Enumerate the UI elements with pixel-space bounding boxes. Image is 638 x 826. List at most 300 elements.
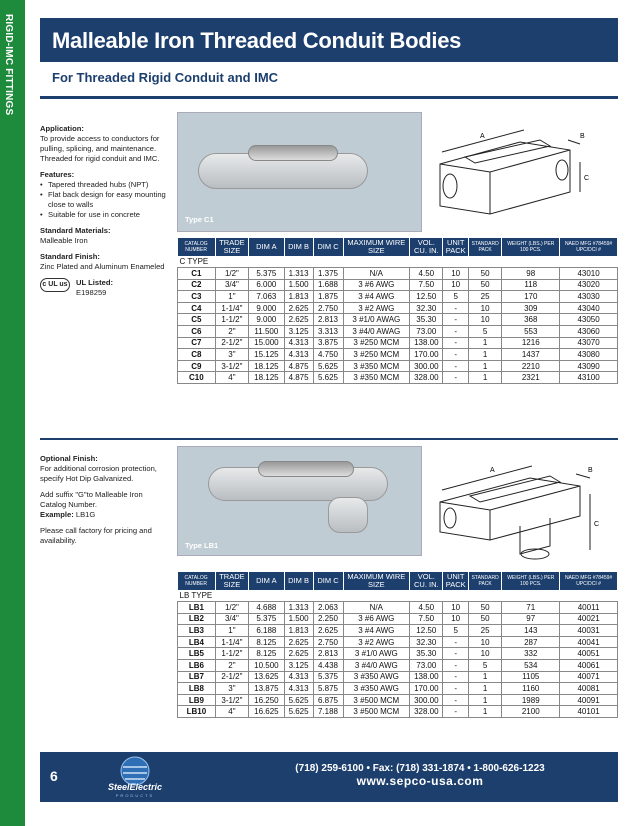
weight-cell: 368 bbox=[502, 314, 560, 326]
dim-a-cell: 5.375 bbox=[249, 268, 285, 280]
left-column-bottom bbox=[40, 454, 168, 552]
weight-cell: 143 bbox=[502, 625, 560, 637]
photo-type-c1 bbox=[177, 112, 422, 232]
table-header-row bbox=[178, 572, 618, 590]
catalog-number-cell: C10 bbox=[178, 372, 216, 384]
lb-table-body bbox=[178, 590, 618, 718]
unit-pack-cell: 5 bbox=[443, 291, 468, 303]
standard-pack-cell: 1 bbox=[468, 683, 501, 695]
volume-cell: 35.30 bbox=[410, 314, 443, 326]
trade-size-cell: 1" bbox=[215, 291, 248, 303]
table-row bbox=[178, 706, 618, 718]
max-wire-size-cell: 3 #1/0 AWAG bbox=[343, 314, 410, 326]
dim-b-label: B bbox=[580, 133, 585, 140]
feature-item: • Tapered threaded hubs (NPT) bbox=[40, 180, 168, 190]
max-wire-size-cell: 3 #350 MCM bbox=[343, 360, 410, 372]
weight-cell: 1989 bbox=[502, 694, 560, 706]
max-wire-size-cell: 3 #2 AWG bbox=[343, 636, 410, 648]
lb-type-table bbox=[177, 572, 618, 718]
left-column-top bbox=[40, 124, 168, 298]
max-wire-size-cell: 3 #1/0 AWG bbox=[343, 648, 410, 660]
standard-pack-cell: 1 bbox=[468, 694, 501, 706]
footer bbox=[40, 752, 618, 802]
weight-cell: 2321 bbox=[502, 372, 560, 384]
dim-b-cell: 2.625 bbox=[284, 302, 313, 314]
trade-size-cell: 3" bbox=[215, 349, 248, 361]
table-row bbox=[178, 268, 618, 280]
upc-number-cell: 43010 bbox=[560, 268, 618, 280]
standard-pack-cell: 25 bbox=[468, 291, 501, 303]
trade-size-cell: 4" bbox=[215, 706, 248, 718]
header-upc: NAED MFG #78459# UPC/DCI # bbox=[560, 238, 618, 256]
catalog-number-cell: C3 bbox=[178, 291, 216, 303]
header-dimc: DIM C bbox=[313, 572, 343, 590]
volume-cell: 328.00 bbox=[410, 706, 443, 718]
table-row bbox=[178, 372, 618, 384]
ul-logo-icon: c UL us bbox=[40, 278, 70, 292]
max-wire-size-cell: N/A bbox=[343, 268, 410, 280]
header-weight: WEIGHT (LBS.) PER 100 PCS. bbox=[502, 238, 560, 256]
weight-cell: 71 bbox=[502, 602, 560, 614]
finish-heading: Standard Finish: bbox=[40, 252, 100, 261]
volume-cell: 7.50 bbox=[410, 613, 443, 625]
dim-c-cell: 5.875 bbox=[313, 683, 343, 695]
max-wire-size-cell: 3 #350 MCM bbox=[343, 372, 410, 384]
finish-text: Zinc Plated and Aluminum Enameled bbox=[40, 262, 165, 271]
weight-cell: 98 bbox=[502, 268, 560, 280]
unit-pack-cell: - bbox=[443, 326, 468, 338]
trade-size-cell: 3-1/2" bbox=[215, 694, 248, 706]
dim-c-cell: 4.438 bbox=[313, 660, 343, 672]
dim-b-cell: 1.313 bbox=[284, 602, 313, 614]
header-dima: DIM A bbox=[249, 572, 285, 590]
volume-cell: 138.00 bbox=[410, 671, 443, 683]
table-row bbox=[178, 694, 618, 706]
c-type-table bbox=[177, 238, 618, 384]
dim-a-cell: 18.125 bbox=[249, 360, 285, 372]
dim-c-cell: 2.813 bbox=[313, 314, 343, 326]
features-heading: Features: bbox=[40, 170, 75, 179]
header-dimc: DIM C bbox=[313, 238, 343, 256]
header-weight: WEIGHT (LBS.) PER 100 PCS. bbox=[502, 572, 560, 590]
upc-number-cell: 43030 bbox=[560, 291, 618, 303]
weight-cell: 97 bbox=[502, 613, 560, 625]
upc-number-cell: 40031 bbox=[560, 625, 618, 637]
dim-b-cell: 1.313 bbox=[284, 268, 313, 280]
catalog-number-cell: LB2 bbox=[178, 613, 216, 625]
catalog-number-cell: LB3 bbox=[178, 625, 216, 637]
catalog-number-cell: LB9 bbox=[178, 694, 216, 706]
volume-cell: 138.00 bbox=[410, 337, 443, 349]
dim-c-cell: 5.625 bbox=[313, 360, 343, 372]
trade-size-cell: 1/2" bbox=[215, 268, 248, 280]
type-row bbox=[178, 256, 618, 268]
side-label: RIGID-IMC FITTINGS bbox=[3, 14, 14, 116]
dim-a-cell: 15.125 bbox=[249, 349, 285, 361]
application-text: To provide access to conductors for pulling, splicing, and maintenance. Threaded for rigid conduit and IMC. bbox=[40, 134, 160, 163]
type-label: C TYPE bbox=[178, 256, 618, 268]
catalog-number-cell: LB1 bbox=[178, 602, 216, 614]
upc-number-cell: 43090 bbox=[560, 360, 618, 372]
table-row bbox=[178, 337, 618, 349]
max-wire-size-cell: 3 #500 MCM bbox=[343, 694, 410, 706]
dim-a-cell: 13.875 bbox=[249, 683, 285, 695]
table-header-row bbox=[178, 238, 618, 256]
catalog-number-cell: LB8 bbox=[178, 683, 216, 695]
unit-pack-cell: - bbox=[443, 314, 468, 326]
standard-pack-cell: 1 bbox=[468, 360, 501, 372]
upc-number-cell: 40091 bbox=[560, 694, 618, 706]
unit-pack-cell: - bbox=[443, 671, 468, 683]
dim-c-cell: 3.875 bbox=[313, 337, 343, 349]
title-rule bbox=[40, 96, 618, 99]
max-wire-size-cell: 3 #6 AWG bbox=[343, 613, 410, 625]
dim-b-cell: 4.313 bbox=[284, 671, 313, 683]
logo-subtext: PRODUCTS bbox=[115, 793, 155, 798]
dim-a-cell: 13.625 bbox=[249, 671, 285, 683]
volume-cell: 4.50 bbox=[410, 602, 443, 614]
max-wire-size-cell: 3 #4 AWG bbox=[343, 291, 410, 303]
volume-cell: 300.00 bbox=[410, 360, 443, 372]
table-row bbox=[178, 314, 618, 326]
materials-heading: Standard Materials: bbox=[40, 226, 111, 235]
standard-pack-cell: 25 bbox=[468, 625, 501, 637]
dim-b-cell: 4.875 bbox=[284, 372, 313, 384]
upc-number-cell: 43020 bbox=[560, 279, 618, 291]
upc-number-cell: 43040 bbox=[560, 302, 618, 314]
max-wire-size-cell: 3 #4/0 AWAG bbox=[343, 326, 410, 338]
unit-pack-cell: - bbox=[443, 683, 468, 695]
dim-b-cell: 1.500 bbox=[284, 613, 313, 625]
standard-pack-cell: 5 bbox=[468, 326, 501, 338]
optional-text: For additional corrosion protection, specify Hot Dip Galvanized. bbox=[40, 464, 157, 483]
dim-b-cell: 1.500 bbox=[284, 279, 313, 291]
standard-pack-cell: 1 bbox=[468, 337, 501, 349]
catalog-number-cell: LB4 bbox=[178, 636, 216, 648]
catalog-number-cell: C9 bbox=[178, 360, 216, 372]
photo-caption: Type C1 bbox=[185, 215, 214, 224]
standard-pack-cell: 1 bbox=[468, 671, 501, 683]
unit-pack-cell: - bbox=[443, 648, 468, 660]
max-wire-size-cell: N/A bbox=[343, 602, 410, 614]
dim-a-cell: 8.125 bbox=[249, 636, 285, 648]
upc-number-cell: 40041 bbox=[560, 636, 618, 648]
dim-a-label: A bbox=[490, 467, 495, 474]
dim-c-cell: 4.750 bbox=[313, 349, 343, 361]
dim-b-cell: 2.625 bbox=[284, 648, 313, 660]
dim-c-cell: 7.188 bbox=[313, 706, 343, 718]
volume-cell: 170.00 bbox=[410, 683, 443, 695]
volume-cell: 4.50 bbox=[410, 268, 443, 280]
ul-number: E198259 bbox=[76, 288, 107, 297]
weight-cell: 332 bbox=[502, 648, 560, 660]
unit-pack-cell: 10 bbox=[443, 268, 468, 280]
catalog-number-cell: C2 bbox=[178, 279, 216, 291]
table-row bbox=[178, 671, 618, 683]
max-wire-size-cell: 3 #250 MCM bbox=[343, 349, 410, 361]
ul-heading: UL Listed: bbox=[76, 278, 113, 287]
max-wire-size-cell: 3 #4 AWG bbox=[343, 625, 410, 637]
dim-c-cell: 3.313 bbox=[313, 326, 343, 338]
max-wire-size-cell: 3 #500 MCM bbox=[343, 706, 410, 718]
trade-size-cell: 1-1/2" bbox=[215, 648, 248, 660]
ul-listing bbox=[40, 278, 168, 298]
trade-size-cell: 3/4" bbox=[215, 279, 248, 291]
table-row bbox=[178, 660, 618, 672]
standard-pack-cell: 50 bbox=[468, 602, 501, 614]
trade-size-cell: 2-1/2" bbox=[215, 671, 248, 683]
dim-b-cell: 5.625 bbox=[284, 706, 313, 718]
header-unit: UNIT PACK bbox=[443, 572, 468, 590]
photo-type-lb1 bbox=[177, 446, 422, 556]
dim-b-cell: 4.313 bbox=[284, 337, 313, 349]
example-value: LB1G bbox=[75, 510, 96, 519]
weight-cell: 309 bbox=[502, 302, 560, 314]
table-row bbox=[178, 302, 618, 314]
header-dima: DIM A bbox=[249, 238, 285, 256]
dim-b-cell: 4.313 bbox=[284, 349, 313, 361]
header-trade: TRADE SIZE bbox=[215, 572, 248, 590]
standard-pack-cell: 1 bbox=[468, 706, 501, 718]
dim-a-cell: 10.500 bbox=[249, 660, 285, 672]
dim-c-cell: 5.375 bbox=[313, 671, 343, 683]
unit-pack-cell: - bbox=[443, 636, 468, 648]
table-row bbox=[178, 291, 618, 303]
weight-cell: 2100 bbox=[502, 706, 560, 718]
photo-caption: Type LB1 bbox=[185, 541, 219, 550]
dim-a-cell: 7.063 bbox=[249, 291, 285, 303]
upc-number-cell: 43050 bbox=[560, 314, 618, 326]
trade-size-cell: 2" bbox=[215, 326, 248, 338]
max-wire-size-cell: 3 #350 AWG bbox=[343, 683, 410, 695]
standard-pack-cell: 50 bbox=[468, 279, 501, 291]
standard-pack-cell: 1 bbox=[468, 372, 501, 384]
dim-c-cell: 2.250 bbox=[313, 613, 343, 625]
features-list bbox=[40, 180, 168, 220]
catalog-number-cell: LB5 bbox=[178, 648, 216, 660]
dimension-drawing-c bbox=[420, 112, 618, 230]
unit-pack-cell: - bbox=[443, 372, 468, 384]
dim-c-cell: 2.813 bbox=[313, 648, 343, 660]
dim-b-cell: 3.125 bbox=[284, 326, 313, 338]
upc-number-cell: 40061 bbox=[560, 660, 618, 672]
upc-number-cell: 43060 bbox=[560, 326, 618, 338]
upc-number-cell: 43080 bbox=[560, 349, 618, 361]
unit-pack-cell: - bbox=[443, 360, 468, 372]
header-catalog: CATALOG NUMBER bbox=[178, 572, 216, 590]
unit-pack-cell: - bbox=[443, 349, 468, 361]
volume-cell: 12.50 bbox=[410, 291, 443, 303]
weight-cell: 1437 bbox=[502, 349, 560, 361]
catalog-number-cell: C7 bbox=[178, 337, 216, 349]
trade-size-cell: 3/4" bbox=[215, 613, 248, 625]
dim-c-cell: 5.625 bbox=[313, 372, 343, 384]
volume-cell: 32.30 bbox=[410, 302, 443, 314]
upc-number-cell: 40071 bbox=[560, 671, 618, 683]
dim-a-cell: 6.188 bbox=[249, 625, 285, 637]
weight-cell: 2210 bbox=[502, 360, 560, 372]
dim-a-cell: 6.000 bbox=[249, 279, 285, 291]
upc-number-cell: 43070 bbox=[560, 337, 618, 349]
optional-heading: Optional Finish: bbox=[40, 454, 98, 463]
trade-size-cell: 4" bbox=[215, 372, 248, 384]
trade-size-cell: 1-1/4" bbox=[215, 302, 248, 314]
header-unit: UNIT PACK bbox=[443, 238, 468, 256]
dim-b-cell: 2.625 bbox=[284, 636, 313, 648]
type-label: LB TYPE bbox=[178, 590, 618, 602]
unit-pack-cell: - bbox=[443, 660, 468, 672]
suffix-text: Add suffix "G"to Malleable Iron Catalog Number. bbox=[40, 490, 143, 509]
logo-text: SteelElectric bbox=[107, 782, 163, 792]
upc-number-cell: 40081 bbox=[560, 683, 618, 695]
dim-c-label: C bbox=[594, 521, 600, 528]
website-url[interactable]: www.sepco-usa.com bbox=[356, 774, 484, 788]
dim-c-cell: 1.875 bbox=[313, 291, 343, 303]
volume-cell: 300.00 bbox=[410, 694, 443, 706]
dim-a-cell: 11.500 bbox=[249, 326, 285, 338]
contact-info bbox=[230, 762, 610, 788]
catalog-number-cell: C6 bbox=[178, 326, 216, 338]
side-bar bbox=[0, 0, 25, 826]
steelelectric-logo bbox=[80, 755, 190, 799]
dim-a-cell: 16.250 bbox=[249, 694, 285, 706]
conduit-cover-slot bbox=[258, 461, 354, 477]
header-vol: VOL. CU. IN. bbox=[410, 572, 443, 590]
dim-a-cell: 16.625 bbox=[249, 706, 285, 718]
volume-cell: 73.00 bbox=[410, 326, 443, 338]
dim-c-cell: 2.750 bbox=[313, 302, 343, 314]
dim-c-cell: 6.875 bbox=[313, 694, 343, 706]
volume-cell: 170.00 bbox=[410, 349, 443, 361]
unit-pack-cell: - bbox=[443, 302, 468, 314]
unit-pack-cell: - bbox=[443, 337, 468, 349]
standard-pack-cell: 10 bbox=[468, 302, 501, 314]
volume-cell: 35.30 bbox=[410, 648, 443, 660]
page-subtitle: For Threaded Rigid Conduit and IMC bbox=[52, 70, 279, 85]
table-row bbox=[178, 360, 618, 372]
upc-number-cell: 43100 bbox=[560, 372, 618, 384]
call-text: Please call factory for pricing and availability. bbox=[40, 526, 152, 545]
page-title: Malleable Iron Threaded Conduit Bodies bbox=[52, 28, 462, 53]
dim-b-label: B bbox=[588, 467, 593, 474]
trade-size-cell: 1/2" bbox=[215, 602, 248, 614]
weight-cell: 1105 bbox=[502, 671, 560, 683]
unit-pack-cell: 10 bbox=[443, 613, 468, 625]
table-row bbox=[178, 636, 618, 648]
header-standard: STANDARD PACK bbox=[468, 572, 501, 590]
trade-size-cell: 1-1/4" bbox=[215, 636, 248, 648]
type-row bbox=[178, 590, 618, 602]
conduit-hub-shape bbox=[328, 497, 368, 533]
dim-a-cell: 9.000 bbox=[249, 302, 285, 314]
max-wire-size-cell: 3 #6 AWG bbox=[343, 279, 410, 291]
standard-pack-cell: 50 bbox=[468, 268, 501, 280]
dim-a-cell: 9.000 bbox=[249, 314, 285, 326]
standard-pack-cell: 10 bbox=[468, 636, 501, 648]
catalog-number-cell: C1 bbox=[178, 268, 216, 280]
dim-a-cell: 8.125 bbox=[249, 648, 285, 660]
unit-pack-cell: 10 bbox=[443, 279, 468, 291]
header-standard: STANDARD PACK bbox=[468, 238, 501, 256]
unit-pack-cell: 5 bbox=[443, 625, 468, 637]
dim-b-cell: 4.313 bbox=[284, 683, 313, 695]
header-wire: MAXIMUM WIRE SIZE bbox=[343, 238, 410, 256]
standard-pack-cell: 50 bbox=[468, 613, 501, 625]
materials-text: Malleable Iron bbox=[40, 236, 88, 245]
header-upc: NAED MFG #78459# UPC/DCI # bbox=[560, 572, 618, 590]
dim-b-cell: 4.875 bbox=[284, 360, 313, 372]
volume-cell: 32.30 bbox=[410, 636, 443, 648]
catalog-number-cell: C5 bbox=[178, 314, 216, 326]
dim-b-cell: 2.625 bbox=[284, 314, 313, 326]
weight-cell: 553 bbox=[502, 326, 560, 338]
standard-pack-cell: 1 bbox=[468, 349, 501, 361]
weight-cell: 534 bbox=[502, 660, 560, 672]
dim-c-cell: 2.625 bbox=[313, 625, 343, 637]
unit-pack-cell: 10 bbox=[443, 602, 468, 614]
table-row bbox=[178, 602, 618, 614]
upc-number-cell: 40101 bbox=[560, 706, 618, 718]
dim-a-cell: 18.125 bbox=[249, 372, 285, 384]
volume-cell: 328.00 bbox=[410, 372, 443, 384]
table-row bbox=[178, 625, 618, 637]
volume-cell: 12.50 bbox=[410, 625, 443, 637]
weight-cell: 170 bbox=[502, 291, 560, 303]
upc-number-cell: 40011 bbox=[560, 602, 618, 614]
catalog-number-cell: LB10 bbox=[178, 706, 216, 718]
unit-pack-cell: - bbox=[443, 694, 468, 706]
upc-number-cell: 40021 bbox=[560, 613, 618, 625]
table-row bbox=[178, 326, 618, 338]
trade-size-cell: 1-1/2" bbox=[215, 314, 248, 326]
trade-size-cell: 2" bbox=[215, 660, 248, 672]
header-vol: VOL. CU. IN. bbox=[410, 238, 443, 256]
header-catalog: CATALOG NUMBER bbox=[178, 238, 216, 256]
dimension-drawing-lb bbox=[420, 446, 618, 568]
dim-a-label: A bbox=[480, 133, 485, 140]
dim-c-cell: 1.375 bbox=[313, 268, 343, 280]
header-dimb: DIM B bbox=[284, 572, 313, 590]
dim-b-cell: 1.813 bbox=[284, 291, 313, 303]
c-table-body bbox=[178, 256, 618, 384]
volume-cell: 73.00 bbox=[410, 660, 443, 672]
table-row bbox=[178, 648, 618, 660]
header-dimb: DIM B bbox=[284, 238, 313, 256]
header-trade: TRADE SIZE bbox=[215, 238, 248, 256]
conduit-cover-slot bbox=[248, 145, 338, 161]
feature-item: • Flat back design for easy mounting close to walls bbox=[40, 190, 168, 210]
dim-c-cell: 2.750 bbox=[313, 636, 343, 648]
dim-a-cell: 5.375 bbox=[249, 613, 285, 625]
page-number: 6 bbox=[50, 768, 58, 784]
table-row bbox=[178, 613, 618, 625]
max-wire-size-cell: 3 #4/0 AWG bbox=[343, 660, 410, 672]
unit-pack-cell: - bbox=[443, 706, 468, 718]
table-row bbox=[178, 279, 618, 291]
feature-item: • Suitable for use in concrete bbox=[40, 210, 168, 220]
weight-cell: 118 bbox=[502, 279, 560, 291]
standard-pack-cell: 10 bbox=[468, 314, 501, 326]
max-wire-size-cell: 3 #2 AWG bbox=[343, 302, 410, 314]
title-bar bbox=[40, 18, 618, 62]
section-divider bbox=[40, 438, 618, 440]
max-wire-size-cell: 3 #250 MCM bbox=[343, 337, 410, 349]
catalog-number-cell: C4 bbox=[178, 302, 216, 314]
dim-b-cell: 1.813 bbox=[284, 625, 313, 637]
application-heading: Application: bbox=[40, 124, 84, 133]
dim-a-cell: 15.000 bbox=[249, 337, 285, 349]
dim-c-cell: 1.688 bbox=[313, 279, 343, 291]
